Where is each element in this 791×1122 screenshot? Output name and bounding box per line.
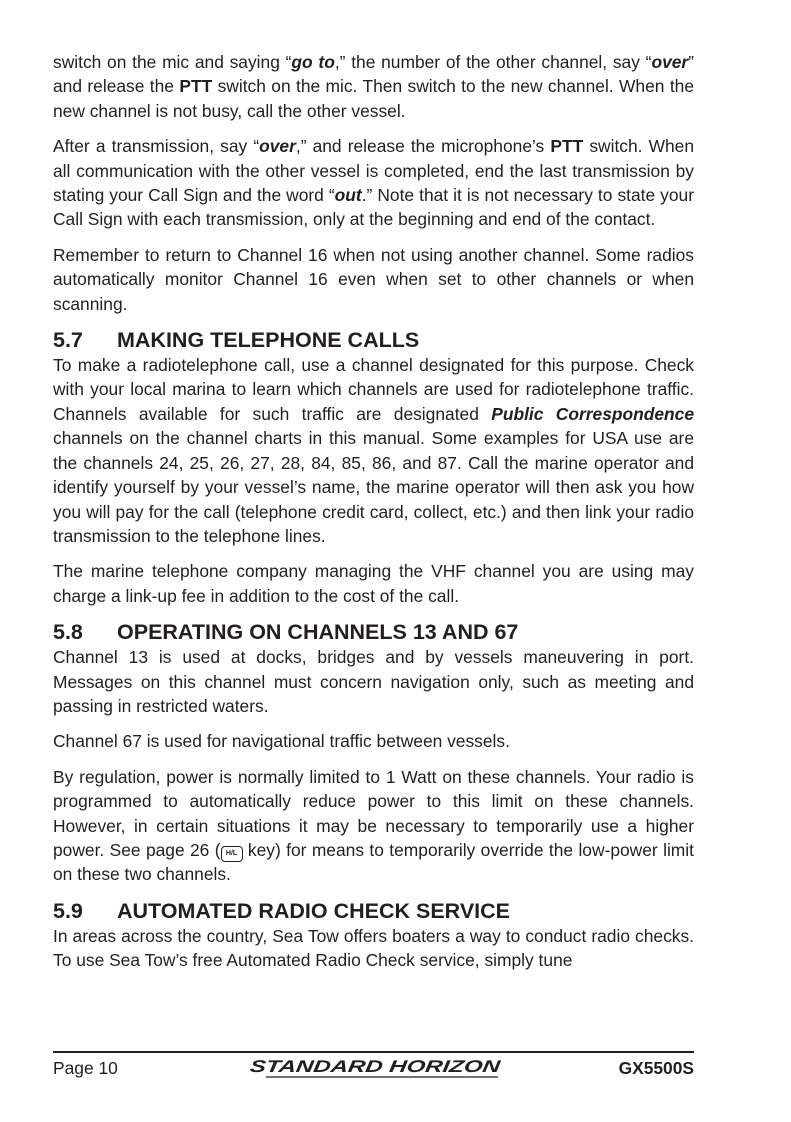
standard-horizon-logo [246,1056,503,1080]
paragraph-link-up-fee: The marine telephone company managing the VHF channel you are using may charge a link-up fee in addition to the cost of the call. [53,561,694,606]
section-number: 5.8 [53,620,83,645]
footer-rule [53,1051,694,1053]
page-footer [53,1050,694,1086]
page-number: Page 10 [53,1058,118,1078]
text: ” and release the [53,52,694,97]
text: After a transmission, say “ [53,136,260,157]
paragraph-after-transmission [53,134,694,232]
text: To make a radiotelephone call, use a channel designated for this purpose. Check with your local marina to learn which channels are used for radiotelephone traffic. Channels available for such traffic are designated [53,355,694,424]
paragraph-channel-13: Channel 13 is used at docks, bridges and by vessels maneuvering in port. Messages on this channel must concern navigation only, such as meeting and passing in restricted waters. [53,647,694,716]
model-number: GX5500S [618,1058,694,1078]
emphasis-ptt: PTT [179,76,213,97]
page-body [53,50,694,973]
emphasis-over: over [259,136,296,157]
paragraph-radio-check: In areas across the country, Sea Tow offers boaters a way to conduct radio checks. To use Sea Tow’s free Automated Radio Check service, simply tune [53,925,694,971]
text: ,” and release the microphone’s [295,136,551,157]
text: key) for means to temporarily override the low-power limit on these two channels. [53,839,694,885]
hl-key-icon: H/L [221,846,243,862]
section-number: 5.7 [53,328,83,353]
section-title: AUTOMATED RADIO CHECK SERVICE [117,898,511,923]
section-number: 5.9 [53,898,83,923]
paragraph-channel-67: Channel 67 is used for navigational traffic between vessels. [53,731,510,752]
paragraph-radio-switch [53,50,694,123]
emphasis-out: out [334,185,362,206]
brand-text: STANDARD HORIZON [248,1057,429,1076]
emphasis-over: over [651,52,689,72]
emphasis-ptt: PTT [550,136,584,157]
text: .” Note that it is not necessary to state your Call Sign with each transmission, only at the beginning and end of the contact. [53,185,694,230]
paragraph-telephone-calls [53,353,694,548]
section-heading-5-8 [53,619,694,645]
emphasis-go-to: go to [291,52,335,72]
text: switch on the mic. Then switch to the new channel. When the new channel is not busy, call the other vessel. [53,76,694,121]
text: By regulation, power is normally limited to 1 Watt on these channels. Your radio is programmed to automatically reduce power to this limit on these channels. However, in certain situations it may be necessary to temporarily use a higher power. See page 26 ( [53,766,694,860]
section-heading-5-7 [53,327,694,353]
text: switch. When all communication with the other vessel is completed, end the last transmission by stating your Call Sign and the word “ [53,136,695,206]
section-title: OPERATING ON CHANNELS 13 AND 67 [117,620,519,645]
paragraph-power-limit [53,765,694,887]
section-title: MAKING TELEPHONE CALLS [117,328,420,353]
text: ,” the number of the other channel, say “ [334,52,652,72]
paragraph-channel-16: Remember to return to Channel 16 when not using another channel. Some radios automatically monitor Channel 16 even when set to other channels or when scanning. [53,244,694,314]
section-heading-5-9 [53,898,694,924]
emphasis-public-correspondence: Public Correspondence [491,403,695,424]
text: switch on the mic and saying “ [53,52,292,72]
text: channels on the channel charts in this manual. Some examples for USA use are the channels 24, 25, 26, 27, 28, 84, 85, 86, and 87. Call the marine operator and identify yourself by your vessel’s name, the marine operator will then ask you how you will pay for the call (telephone credit card, collect, etc.) and then link your radio transmission to the telephone lines. [53,428,694,546]
